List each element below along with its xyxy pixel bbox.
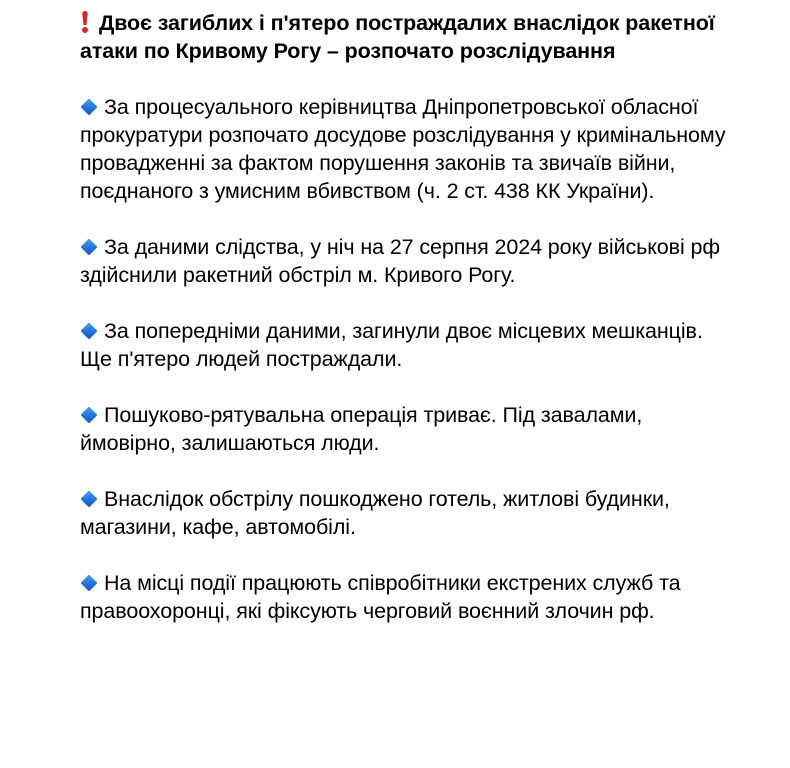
blue-diamond-icon <box>80 238 98 256</box>
paragraph-text: На місці події працюють співробітники екстрених служб та правоохоронці, які фіксують черговий воєнний злочин рф. <box>80 571 681 623</box>
paragraph-damage <box>80 485 730 541</box>
paragraph-text: Пошуково-рятувальна операція триває. Під завалами, ймовірно, залишаються люди. <box>80 403 643 455</box>
paragraph-rescue-operation <box>80 401 730 457</box>
blue-diamond-icon <box>80 574 98 592</box>
blue-diamond-icon <box>80 406 98 424</box>
blue-diamond-icon <box>80 322 98 340</box>
paragraph-casualties <box>80 317 730 373</box>
paragraph-text: За попередніми даними, загинули двоє місцевих мешканців. Ще п'ятеро людей постраждали. <box>80 319 703 371</box>
paragraph-text: За даними слідства, у ніч на 27 серпня 2024 року військові рф здійснили ракетний обстріл м. Кривого Рогу. <box>80 235 720 287</box>
blue-diamond-icon <box>80 98 98 116</box>
paragraph-text: Внаслідок обстрілу пошкоджено готель, житлові будинки, магазини, кафе, автомобілі. <box>80 487 670 539</box>
blue-diamond-icon <box>80 490 98 508</box>
post-title-text: Двоє загиблих і п'ятеро постраждалих внаслідок ракетної атаки по Кривому Рогу – розпочато розслідування <box>80 11 715 63</box>
paragraph-investigation <box>80 93 730 205</box>
paragraph-on-site <box>80 569 730 625</box>
red-exclamation-icon <box>80 11 90 33</box>
paragraph-attack-date <box>80 233 730 289</box>
post-message <box>80 9 730 653</box>
paragraph-text: За процесуального керівництва Дніпропетровської обласної прокуратури розпочато досудове розслідування у кримінальному провадженні за фактом порушення законів та звичаїв війни, поєднаного з умисним вбивством (ч. 2 ст. 438 КК України). <box>80 95 726 203</box>
post-title <box>80 9 730 65</box>
